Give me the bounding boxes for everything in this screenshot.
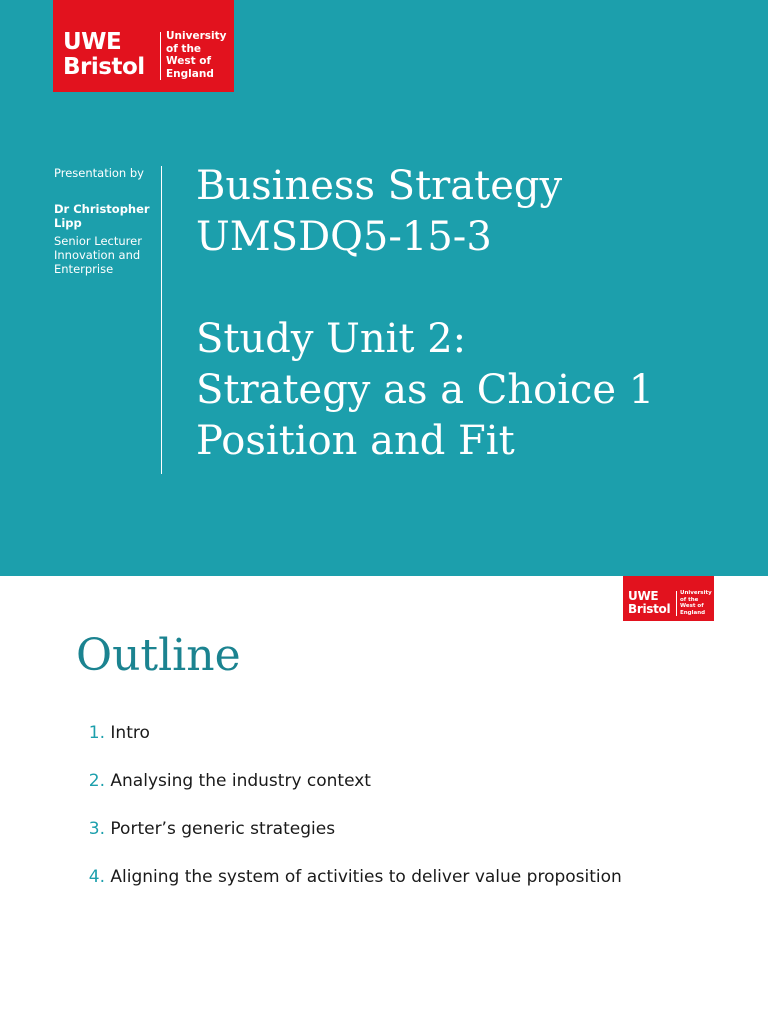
vertical-divider	[161, 166, 162, 474]
logo-subtitle	[166, 30, 226, 80]
logo-brand-line: UWE	[628, 589, 659, 603]
outline-number: 3.	[88, 819, 105, 839]
logo-sub-line: West of	[166, 55, 212, 68]
title-line: Position and Fit	[196, 418, 515, 464]
logo-divider	[160, 32, 161, 80]
presenter-role: Senior Lecturer Innovation and Enterprise	[54, 234, 142, 276]
outline-item	[76, 867, 622, 887]
outline-text: Aligning the system of activities to deliver value proposition	[110, 867, 622, 887]
title-line: Business Strategy	[196, 163, 563, 209]
title-line: Strategy as a Choice 1	[196, 367, 655, 413]
outline-number: 2.	[88, 771, 105, 791]
logo-divider	[676, 591, 677, 616]
logo-brand	[63, 30, 145, 80]
outline-item	[76, 771, 622, 791]
logo-sub-line: University	[680, 590, 712, 596]
outline-heading: Outline	[76, 630, 241, 681]
logo-brand-line: Bristol	[63, 54, 145, 80]
outline-text: Intro	[110, 723, 150, 743]
logo-sub-line: England	[166, 67, 214, 80]
uwe-bristol-logo	[53, 0, 234, 92]
outline-number: 4.	[88, 867, 105, 887]
logo-sub-line: England	[680, 609, 706, 616]
logo-brand	[628, 590, 670, 616]
logo-brand-line: UWE	[63, 29, 122, 55]
logo-sub-line: of the	[680, 596, 699, 603]
title-line: UMSDQ5-15-3	[196, 214, 492, 260]
logo-sub-line: University	[166, 30, 227, 42]
uwe-bristol-logo-small	[623, 576, 714, 621]
logo-brand-line: Bristol	[628, 602, 671, 616]
presenter-block	[54, 166, 158, 276]
outline-item	[76, 723, 622, 743]
logo-sub-line: of the	[166, 42, 202, 55]
outline-number: 1.	[88, 723, 105, 743]
outline-list	[76, 723, 622, 915]
title-line: Study Unit 2:	[196, 316, 467, 362]
outline-item	[76, 819, 622, 839]
logo-subtitle	[680, 590, 712, 616]
outline-text: Porter’s generic strategies	[110, 819, 336, 839]
presenter-name: Dr Christopher Lipp	[54, 202, 150, 230]
slide-title	[196, 161, 654, 467]
title-spacer	[196, 263, 654, 314]
logo-sub-line: West of	[680, 603, 704, 610]
outline-text: Analysing the industry context	[110, 771, 371, 791]
presenter-label: Presentation by	[54, 166, 144, 180]
